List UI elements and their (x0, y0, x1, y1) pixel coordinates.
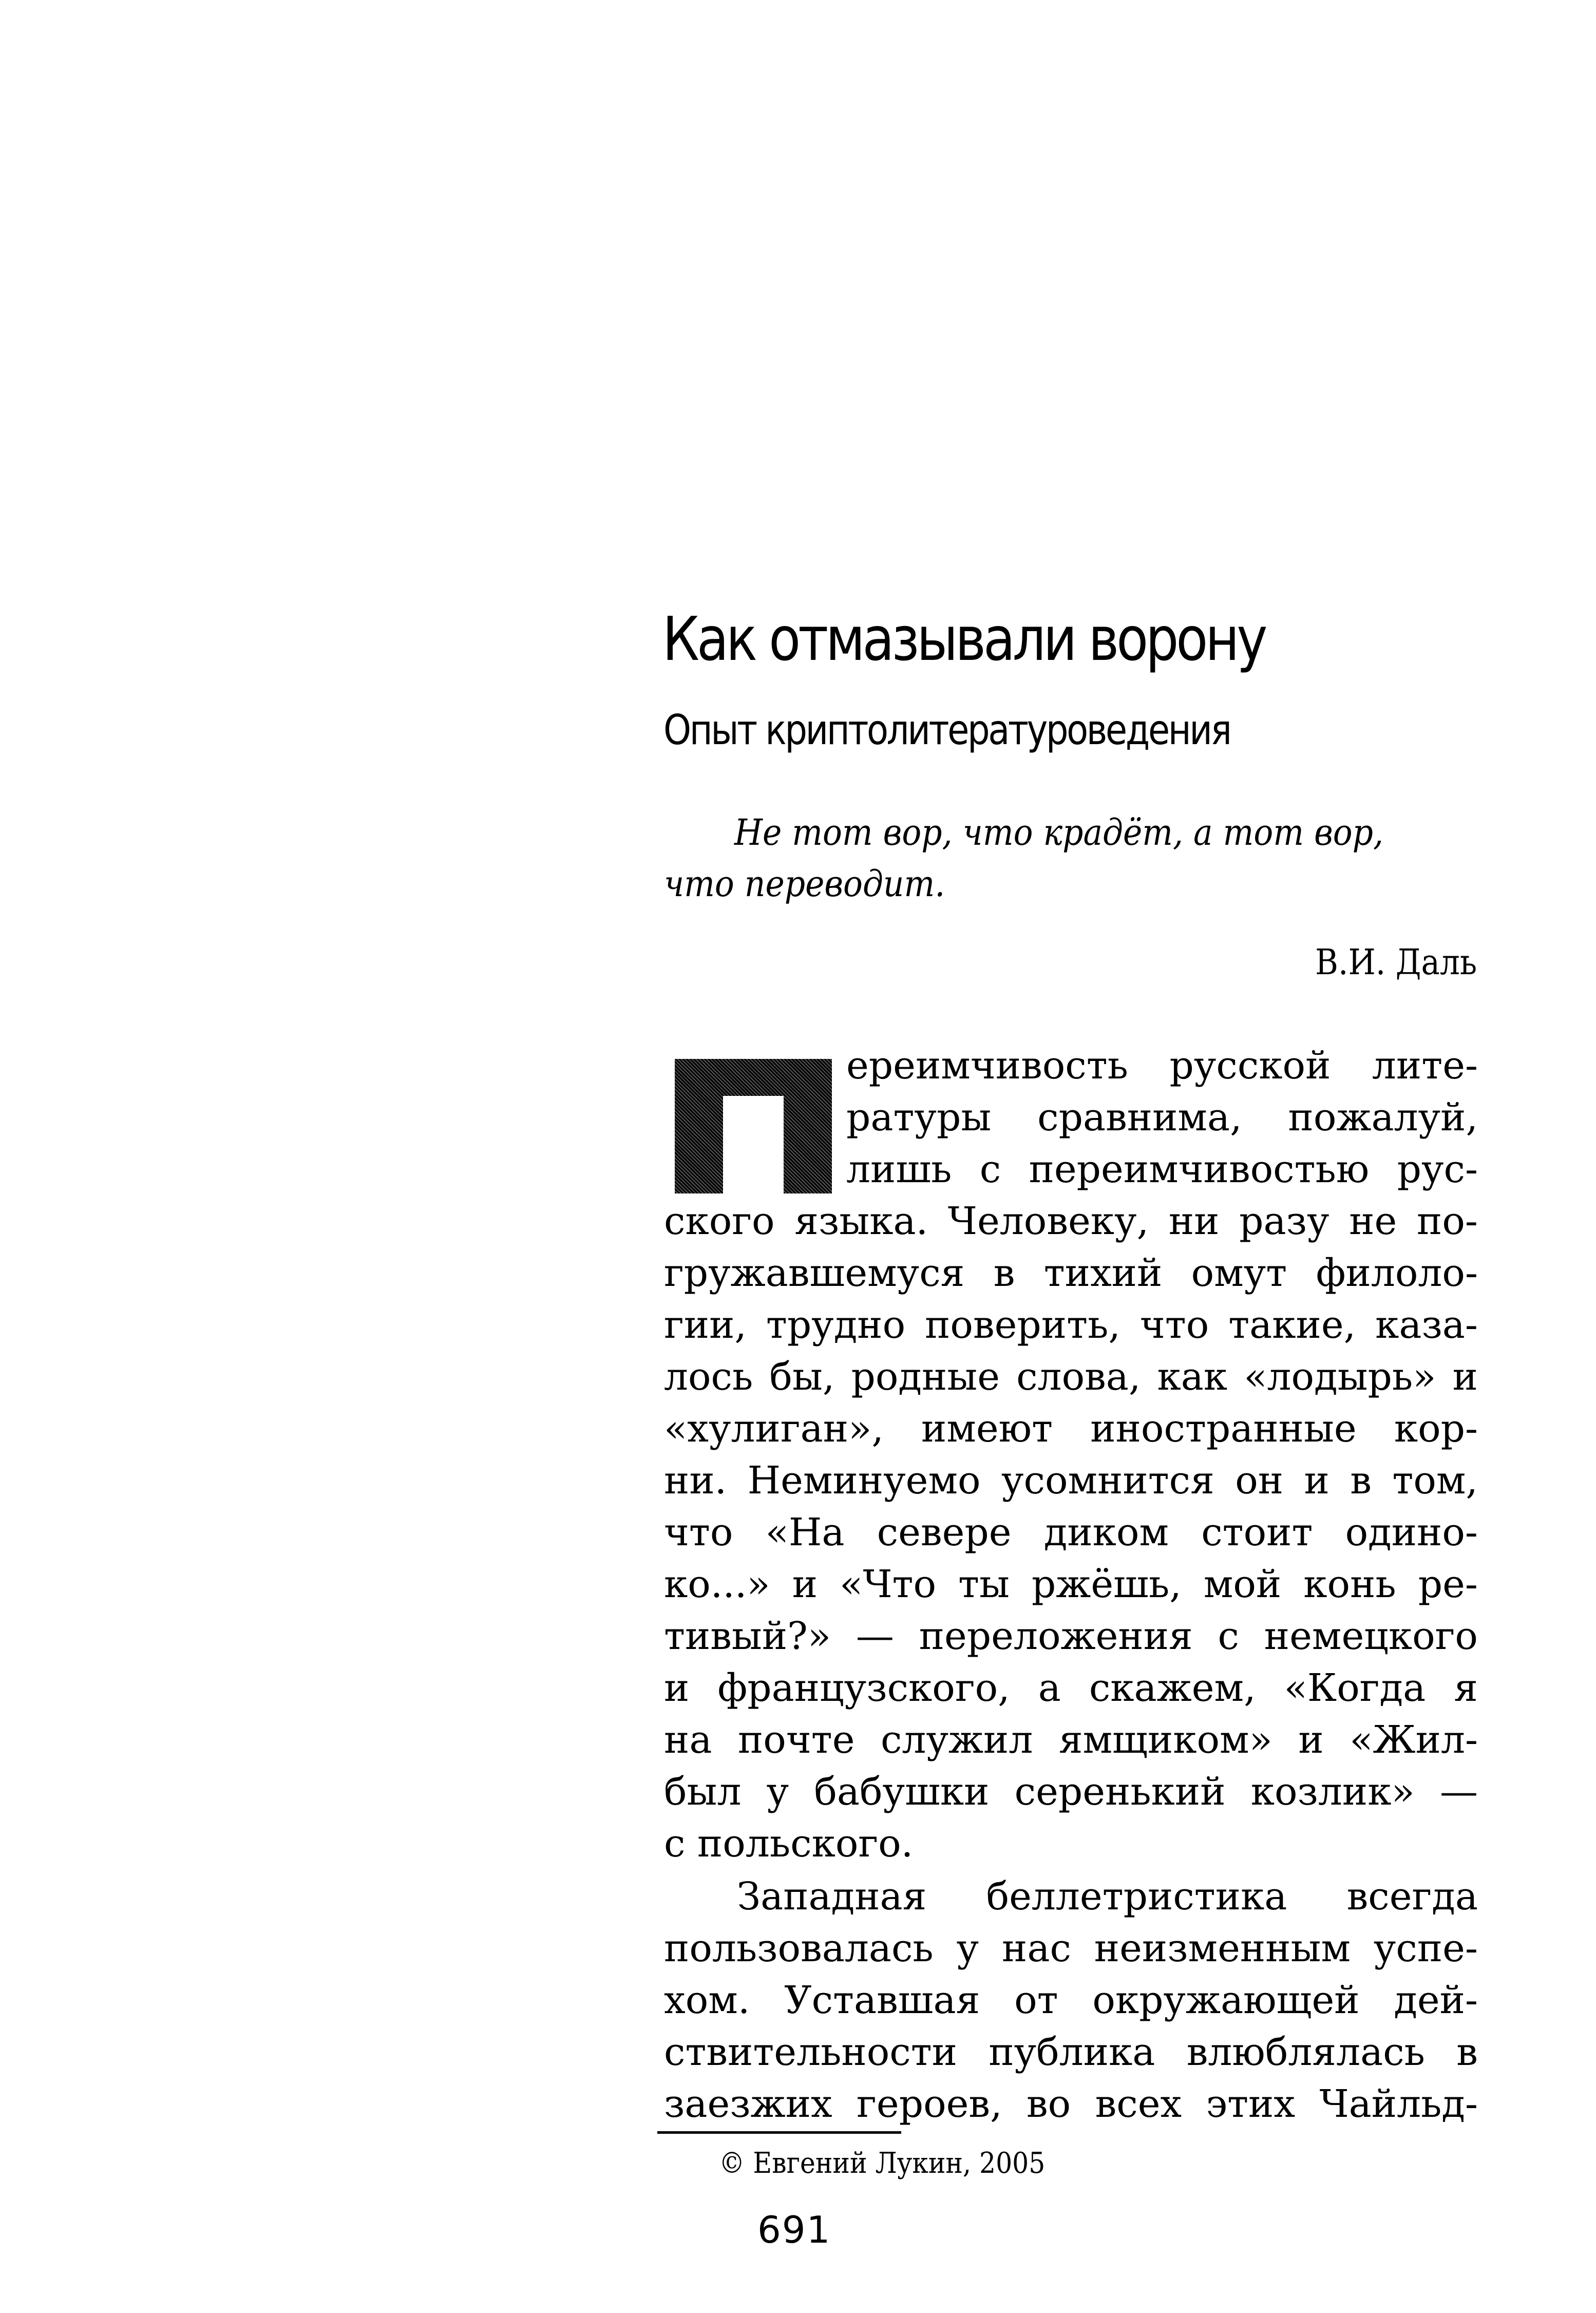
body-line: лось бы, родные слова, как «лодырь» и (664, 1355, 1478, 1399)
body-line: был у бабушки серенький козлик» — (664, 1770, 1478, 1814)
article-subtitle: Опыт криптолитературоведения (663, 706, 1230, 754)
body-line: тивый?» — переложения с немецкого (664, 1614, 1478, 1658)
body-line: лишь с переимчивостью рус- (846, 1147, 1478, 1191)
body-line: хом. Уставшая от окружающей дей- (664, 1978, 1478, 2022)
body-line: заезжих героев, во всех этих Чайльд- (664, 2082, 1478, 2126)
body-line: ствительности публика влюблялась в (664, 2030, 1478, 2074)
body-line: ереимчивость русской лите- (846, 1044, 1478, 1088)
epigraph-line-1: Не тот вор, что крадёт, а тот вор, (734, 811, 1384, 854)
body-line: ского языка. Человеку, ни разу не по- (664, 1199, 1478, 1243)
body-line: на почте служил ямщиком» и «Жил- (664, 1718, 1478, 1762)
body-line: ратуры сравнима, пожалуй, (846, 1095, 1478, 1140)
body-line: и французского, а скажем, «Когда я (664, 1666, 1478, 1710)
body-line: «хулиган», имеют иностранные кор- (664, 1407, 1478, 1451)
copyright-footnote: © Евгений Лукин, 2005 (719, 2147, 1046, 2180)
article-title: Как отмазывали ворону (662, 603, 1265, 674)
body-line: с польского. (664, 1822, 914, 1866)
body-line: пользовалась у нас неизменным успе- (664, 1926, 1478, 1970)
body-line: гии, трудно поверить, что такие, каза- (664, 1303, 1478, 1347)
epigraph-author: В.И. Даль (1315, 942, 1477, 983)
epigraph-line-2: что переводит. (664, 863, 945, 905)
body-line: гружавшемуся в тихий омут филоло- (664, 1251, 1478, 1295)
body-line: что «На севере диком стоит одино- (664, 1510, 1478, 1554)
page-number: 691 (757, 2208, 831, 2251)
body-line: Западная беллетристика всегда (737, 1874, 1478, 1919)
body-line: ни. Неминуемо усомнится он и в том, (664, 1458, 1478, 1503)
body-line: ко...» и «Что ты ржёшь, мой конь ре- (664, 1562, 1478, 1606)
drop-cap-counter (723, 1096, 784, 1193)
footnote-rule (657, 2131, 901, 2134)
drop-cap (675, 1059, 832, 1193)
